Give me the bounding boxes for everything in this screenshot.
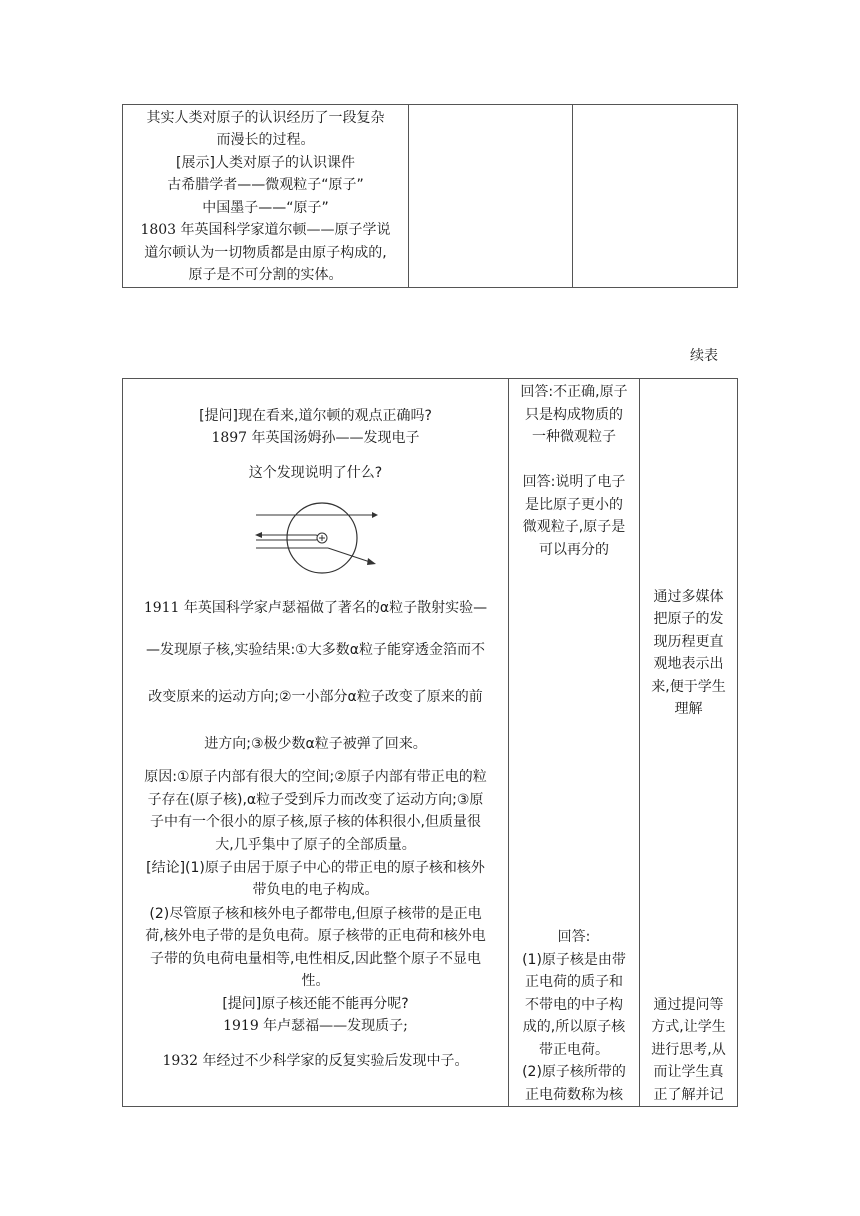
answer2-line: 微观粒子,原子是 [522,519,626,535]
table2-right-border [737,378,738,1107]
reason-text-line: 子中有一个很小的原子核,原子核的体积很小,但质量很 [150,814,481,830]
conclusion-text-line: 带负电的电子构成。 [252,882,379,898]
question-dalton: [提问]现在看来,道尔顿的观点正确吗? [199,408,432,424]
note1-line: 观地表示出 [653,656,724,672]
answer3-line: 正电荷数称为核 [525,1087,623,1103]
note1-line: 理解 [674,701,703,717]
note1-line: 通过多媒体 [653,589,724,605]
continued-label: 续表 [690,348,718,364]
table1-text-line: 原子是不可分割的实体。 [188,267,343,283]
rutherford-1919: 1919 年卢瑟福——发现质子; [223,1018,408,1034]
note2-line: 而让学生真 [653,1064,724,1080]
conclusion-text-line: 荷,核外电子带的是负电荷。原子核带的正电荷和核外电 [145,928,486,944]
note2-line: 进行思考,从 [651,1042,726,1058]
note1-line: 现历程更直 [653,634,724,650]
arrow-head-deflected [367,558,376,565]
neutron-1932: 1932 年经过不少科学家的反复实验后发现中子。 [162,1053,469,1069]
table1-text-line: [展示]人类对原子的认识课件 [176,155,355,171]
table1-text-line: 古希腊学者——微观粒子“原子” [167,177,364,193]
note1-line: 来,便于学生 [651,679,726,695]
answer3-line: 成的,所以原子核 [522,1019,626,1035]
table1-text-line: 1803 年英国科学家道尔顿——原子学说 [140,222,391,238]
table2-bottom-border [122,1106,738,1107]
answer3-line: (2)原子核所带的 [522,1064,626,1080]
answer3-line: 带正电荷。 [539,1042,609,1058]
answer1-line: 一种微观粒子 [532,429,616,445]
table2-top-border [122,378,738,379]
conclusion-text-line: 子带的负电荷电量相等,电性相反,因此整个原子不显电 [150,951,481,967]
reason-text-line: 原因:①原子内部有很大的空间;②原子内部有带正电的粒 [144,769,487,785]
table1-divider-2 [572,104,573,288]
note2-line: 正了解并记 [653,1087,724,1103]
answer1-line: 回答:不正确,原子 [520,384,628,400]
answer2-line: 可以再分的 [539,542,609,558]
reason-text-line: 子存在(原子核),α粒子受到斥力而改变了运动方向;③原 [147,792,484,808]
table1-text-line: 道尔顿认为一切物质都是由原子构成的, [144,245,387,261]
rutherford-text-line: —发现原子核,实验结果:①大多数α粒子能穿透金箔而不 [146,642,485,658]
alpha-scattering-diagram [250,498,380,578]
rutherford-text-line: 改变原来的运动方向;②一小部分α粒子改变了原来的前 [148,689,483,705]
answer2-line: 是比原子更小的 [525,497,623,513]
table2-left-border [122,378,123,1107]
particle-path-reflected [256,535,320,540]
table1-bottom-border [122,287,738,288]
answer3-line: (1)原子核是由带 [522,952,626,968]
arrow-head-reflected [255,532,262,538]
conclusion-text-line: 性。 [301,973,330,989]
question-discovery: 这个发现说明了什么? [248,465,383,481]
table1-text-line: 中国墨子——“原子” [202,200,329,216]
table1-text-line: 而漫长的过程。 [216,132,315,148]
table1-text-line: 其实人类对原子的认识经历了一段复杂 [146,110,385,126]
answer3-line: 正电荷的质子和 [525,974,623,990]
answer1-line: 只是构成物质的 [525,407,623,423]
conclusion-text-line: [结论](1)原子由居于原子中心的带正电的原子核和核外 [146,860,485,876]
note2-line: 通过提问等 [653,997,724,1013]
question-nucleus: [提问]原子核还能不能再分呢? [222,996,409,1012]
table1-top-border [122,104,738,105]
answer3-line: 回答: [557,929,591,945]
conclusion-text-line: (2)尽管原子核和核外电子都带电,但原子核带的是正电 [149,906,482,922]
note2-line: 方式,让学生 [651,1019,726,1035]
reason-text-line: 大,几乎集中了原子的全部质量。 [215,837,416,853]
answer3-line: 不带电的中子构 [525,997,623,1013]
rutherford-text-line: 进方向;③极少数α粒子被弹了回来。 [204,736,427,752]
thomson-1897: 1897 年英国汤姆孙——发现电子 [211,430,420,446]
answer2-line: 回答:说明了电子 [522,474,626,490]
table1-right-border [737,104,738,288]
table1-divider-1 [408,104,409,288]
note1-line: 把原子的发 [653,611,724,627]
rutherford-text-line: 1911 年英国科学家卢瑟福做了著名的α粒子散射实验— [143,600,488,616]
arrow-head-top [372,512,378,518]
